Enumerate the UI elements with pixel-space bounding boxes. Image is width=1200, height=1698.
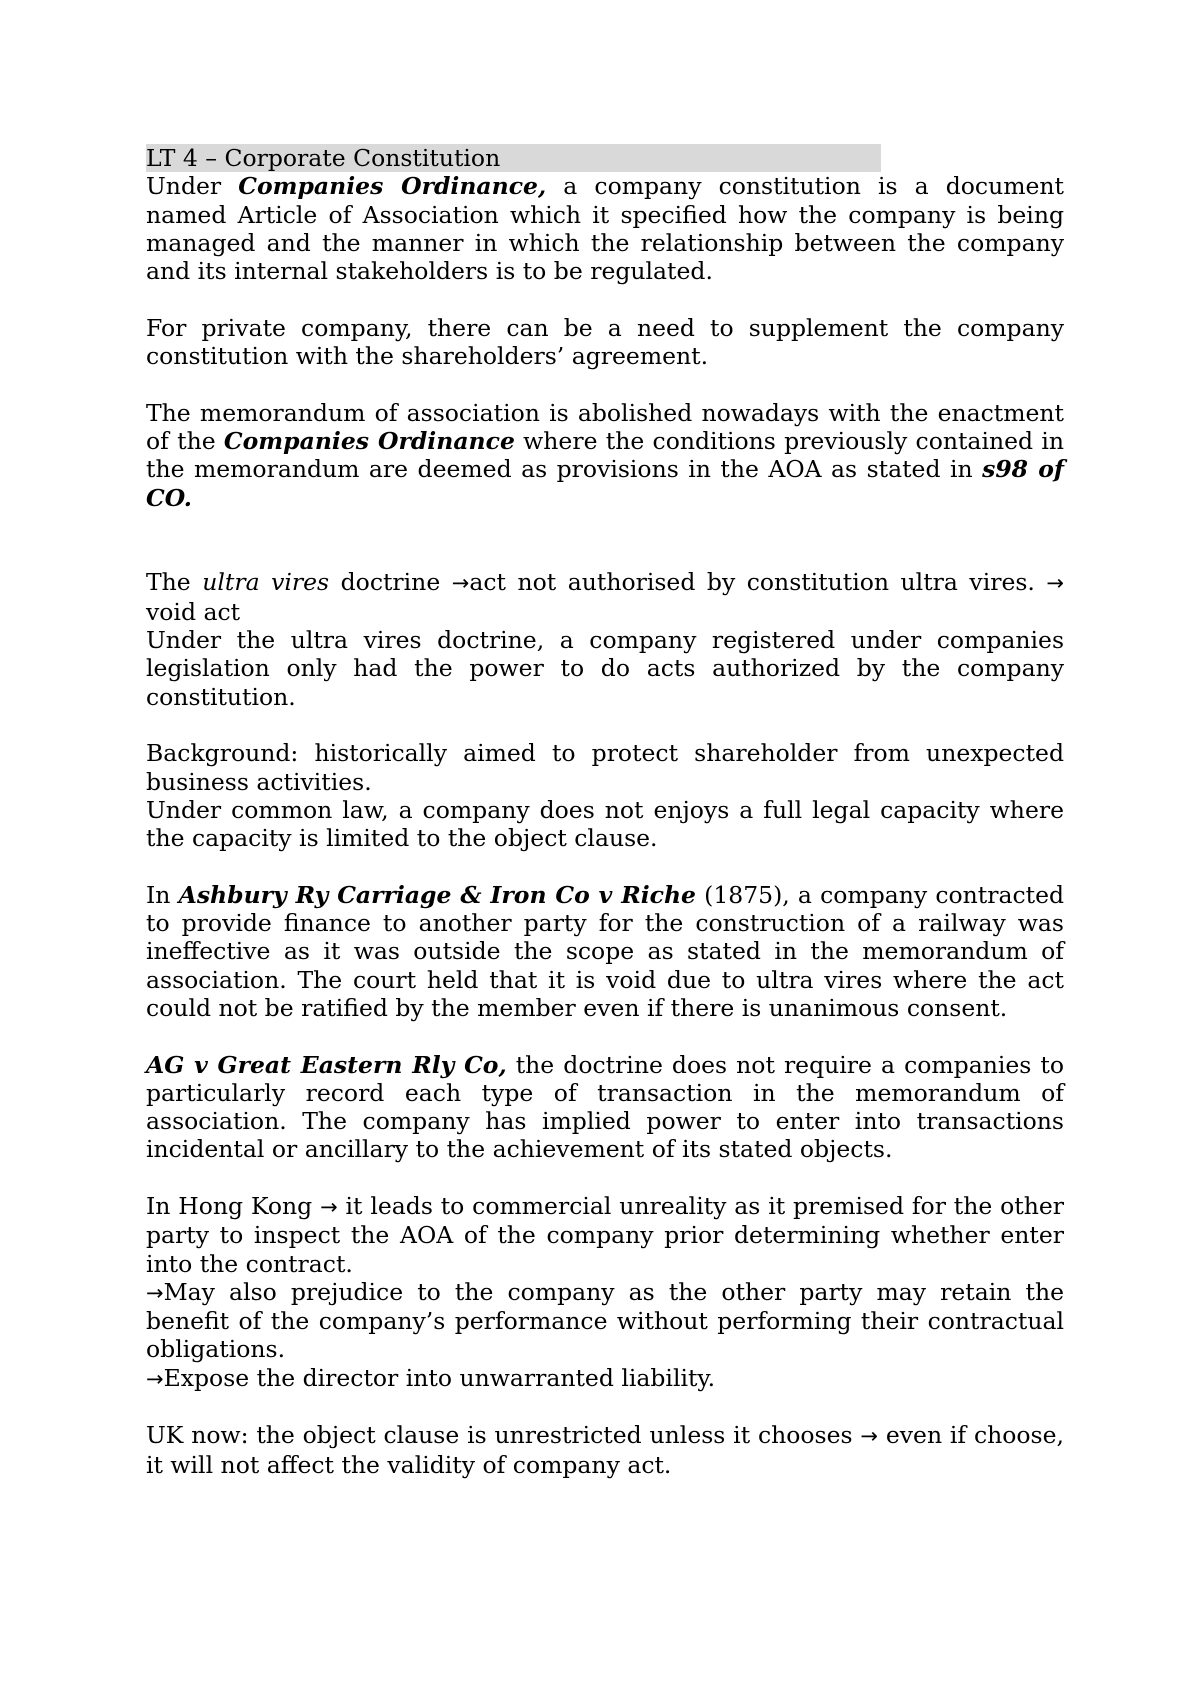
paragraph-common-law: Under common law, a company does not enjoys a full legal capacity where the capacity is limited to the object clause. — [146, 795, 1064, 853]
paragraph-constitution-definition — [146, 172, 1064, 285]
text-run: doctrine — [329, 568, 452, 597]
spacer — [146, 285, 1064, 313]
paragraph-director-liability — [146, 1364, 1064, 1393]
arrow-icon: → — [451, 571, 470, 596]
doctrine-name: ultra vires — [202, 568, 330, 597]
document-body — [146, 144, 1064, 1479]
arrow-icon: → — [1046, 571, 1065, 596]
arrow-icon: → — [146, 1366, 164, 1391]
text-run: (1875), a company contracted to provide finance to another party for the construction of a railway was ineffective as it was outside the scope as stated in the memorandum of association. The court held that it is void due to ultra vires where the act could not be ratified by the member even if there is unanimous consent. — [146, 880, 1065, 1022]
paragraph-great-eastern-case — [146, 1051, 1064, 1164]
text-run: a company constitution is a document named Article of Association which it specified how the company is being managed and the manner in which the relationship between the company and its internal stakeholders is to be regulated. — [146, 172, 1064, 286]
text-run: The — [146, 568, 203, 597]
text-run: The memorandum of association is abolished nowadays with the enactment of the — [146, 398, 1064, 455]
text-run: Expose the director into unwarranted liability. — [163, 1363, 716, 1392]
paragraph-background: Background: historically aimed to protect shareholder from unexpected business activities. — [146, 739, 1064, 796]
text-run: May also prejudice to the company as the other party may retain the benefit of the company’s performance without performing their contractual obligations. — [146, 1277, 1064, 1364]
arrow-icon: → — [146, 1280, 164, 1305]
paragraph-uk-now — [146, 1421, 1064, 1479]
spacer — [146, 1393, 1064, 1421]
paragraph-prejudice — [146, 1278, 1064, 1364]
page-title: LT 4 – Corporate Constitution — [146, 144, 881, 172]
spacer — [146, 1022, 1064, 1050]
text-run: void act — [146, 597, 241, 626]
spacer — [146, 711, 1064, 739]
spacer — [146, 370, 1064, 398]
case-name: Ashbury Ry Carriage & Iron Co v Riche — [178, 880, 696, 909]
text-run: In — [146, 880, 179, 909]
case-name: AG v Great Eastern Rly Co, — [146, 1050, 507, 1079]
text-run: the doctrine does not require a companies to particularly record each type of transaction in the memorandum of association. The company has implied power to enter into transactions incidental or ancillary to the achievement of its stated objects. — [146, 1050, 1064, 1164]
text-run: even if choose, it will not affect the validity of company act. — [146, 1421, 1064, 1479]
text-run: UK now: the object clause is unrestricted unless it chooses — [146, 1421, 861, 1450]
paragraph-ultra-vires-heading — [146, 568, 1064, 626]
paragraph-hong-kong — [146, 1192, 1064, 1278]
paragraph-ultra-vires-definition: Under the ultra vires doctrine, a company registered under companies legislation only had the power to do acts authorized by the company constitution. — [146, 626, 1064, 711]
statute-name: Companies Ordinance, — [238, 172, 547, 201]
spacer — [146, 1164, 1064, 1192]
paragraph-ashbury-case — [146, 881, 1064, 1022]
text-run: where the conditions previously contained in the memorandum are deemed as provisions in the AOA as stated in — [146, 426, 1064, 484]
spacer — [146, 512, 1064, 569]
paragraph-private-company: For private company, there can be a need to supplement the company constitution with the shareholders’ agreement. — [146, 313, 1064, 371]
text-run: Under — [146, 172, 239, 201]
paragraph-memorandum — [146, 399, 1064, 512]
text-run: it leads to commercial unreality as it premised for the other party to inspect the AOA of the company prior determining whether enter into the contract. — [146, 1191, 1065, 1278]
arrow-icon: → — [320, 1194, 338, 1219]
text-run: act not authorised by constitution ultra vires. — [469, 568, 1047, 597]
text-run: In Hong Kong — [146, 1191, 321, 1220]
spacer — [146, 852, 1064, 880]
statute-name: Companies Ordinance — [223, 426, 515, 455]
section-reference: s98 of CO. — [146, 455, 1064, 512]
arrow-icon: → — [860, 1424, 879, 1449]
